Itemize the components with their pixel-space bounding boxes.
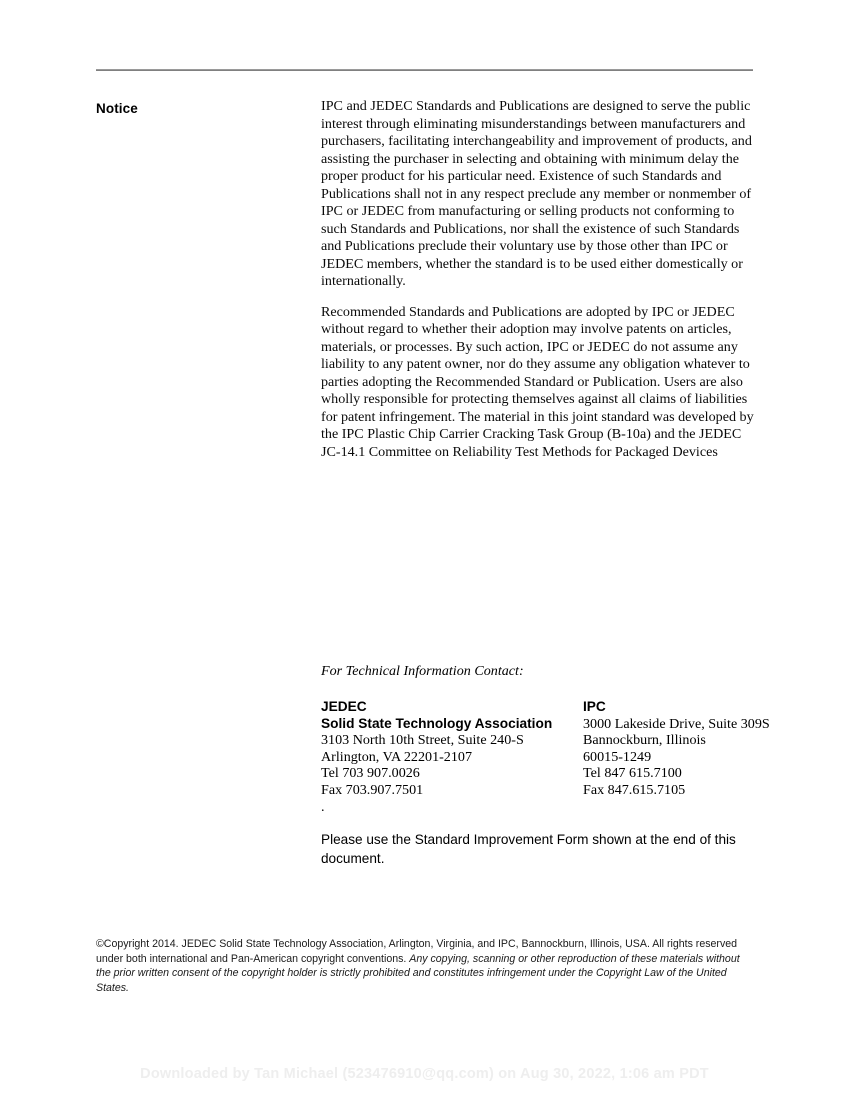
- copyright-plain-text: ©Copyright 2014. JEDEC Solid State Technology Association, Arlington, Virginia, and IPC, Bannockburn, Illinois, USA. All rights reserved under both international and Pan-American copyright conventions.: [96, 938, 738, 965]
- jedec-org-subtitle: Solid State Technology Association: [321, 715, 553, 731]
- ipc-address-line: 3000 Lakeside Drive, Suite 309S: [583, 715, 770, 732]
- ipc-fax-line: Fax 847.615.7105: [583, 781, 686, 798]
- jedec-stray-period: .: [321, 798, 325, 815]
- standard-improvement-form-note: Please use the Standard Improvement Form shown at the end of this document.: [321, 832, 736, 866]
- ipc-address-line: Bannockburn, Illinois: [583, 732, 706, 749]
- jedec-fax-line: Fax 703.907.7501: [321, 781, 424, 798]
- notice-body-column: [321, 98, 755, 474]
- header-divider: [96, 69, 753, 71]
- contact-block-ipc: [583, 699, 783, 799]
- jedec-address-line: 3103 North 10th Street, Suite 240-S: [321, 732, 524, 749]
- copyright-notice: [96, 937, 754, 996]
- notice-paragraph-2: Recommended Standards and Publications are adopted by IPC or JEDEC without regard to whether their adoption may involve patents on articles, materials, or processes. By such action, IPC or JEDEC do not assume any liability to any patent owner, nor do they assume any obligation whatever to parties adopting the Recommended Standard or Publication. Users are also wholly responsible for protecting themselves against all claims of liabilities for patent infringement. The material in this joint standard was developed by the IPC Plastic Chip Carrier Cracking Task Group (B-10a) and the JEDEC JC-14.1 Committee on Reliability Test Methods for Packaged Devices: [321, 303, 754, 460]
- ipc-phone-line: Tel 847 615.7100: [583, 765, 682, 782]
- jedec-address-line: Arlington, VA 22201-2107: [321, 748, 472, 765]
- notice-section-label: Notice: [96, 101, 138, 116]
- notice-paragraph-1: IPC and JEDEC Standards and Publications are designed to serve the public interest through eliminating misunderstandings between manufacturers and purchasers, facilitating interchangeability and improvement of products, and assisting the purchaser in selecting and obtaining with minimum delay the proper product for his particular need. Existence of such Standards and Publications shall not in any respect preclude any member or nonmember of IPC or JEDEC from manufacturing or selling products not conforming to such Standards and Publications, nor shall the existence of such Standards and Publications preclude their voluntary use by those other than IPC or JEDEC members, whether the standard is to be used either domestically or internationally.: [321, 98, 752, 289]
- ipc-org-name: IPC: [583, 699, 606, 714]
- copyright-italic-text: Any copying, scanning or other reproduction of these materials without the prior written consent of the copyright holder is strictly prohibited and constitutes infringement under the Copyright Law of the United States.: [96, 952, 740, 995]
- technical-contact-heading: For Technical Information Contact:: [321, 663, 524, 679]
- contact-block-jedec: [321, 699, 583, 815]
- download-watermark: Downloaded by Tan Michael (523476910@qq.com) on Aug 30, 2022, 1:06 am PDT: [140, 1066, 709, 1082]
- jedec-phone-line: Tel 703 907.0026: [321, 765, 420, 782]
- jedec-org-name: JEDEC: [321, 699, 367, 714]
- ipc-zip-line: 60015-1249: [583, 748, 652, 765]
